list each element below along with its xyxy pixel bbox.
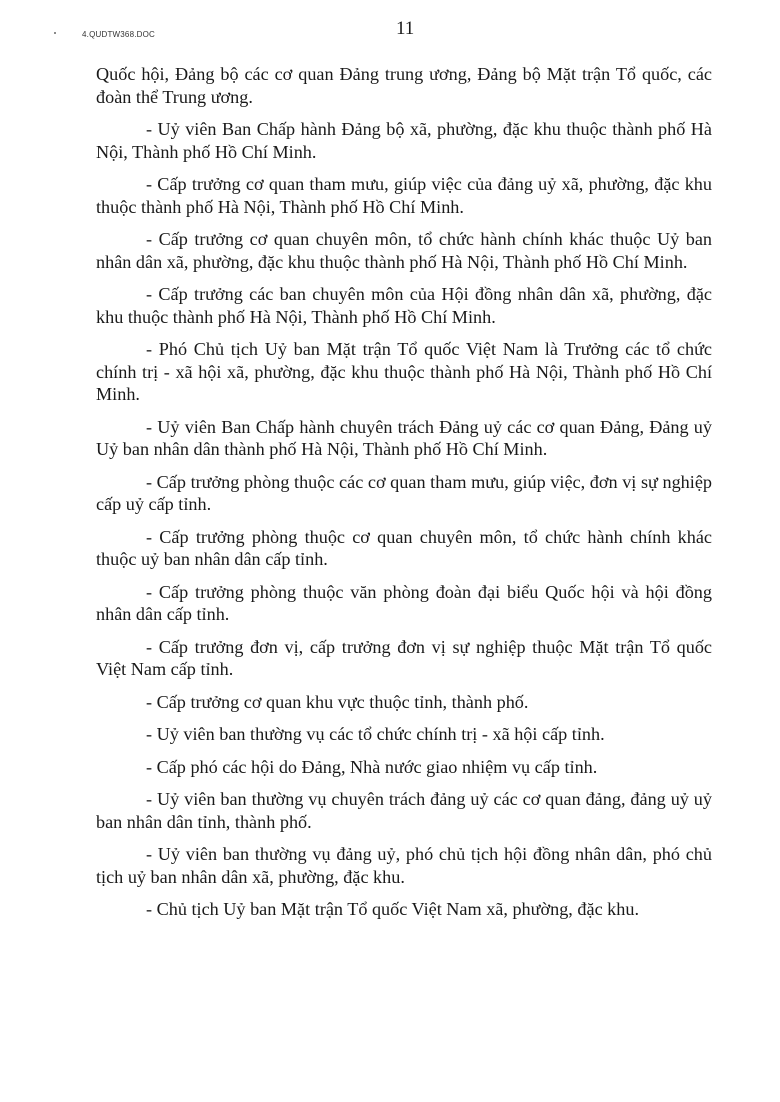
scan-speck [54, 32, 56, 34]
list-item: - Cấp trưởng cơ quan khu vực thuộc tỉnh, thành phố. [146, 691, 529, 712]
list-item: - Cấp phó các hội do Đảng, Nhà nước giao nhiệm vụ cấp tỉnh. [146, 756, 598, 777]
list-item: - Cấp trưởng phòng thuộc văn phòng đoàn đại biểu Quốc hội và hội đồng nhân dân cấp tỉnh. [96, 581, 712, 624]
list-item: - Cấp trưởng cơ quan tham mưu, giúp việc của đảng uỷ xã, phường, đặc khu thuộc thành phố Hà Nội, Thành phố Hồ Chí Minh. [96, 174, 712, 217]
list-item: - Cấp trưởng các ban chuyên môn của Hội đồng nhân dân xã, phường, đặc khu thuộc thành phố Hà Nội, Thành phố Hồ Chí Minh. [96, 284, 712, 327]
list-item: - Uỷ viên Ban Chấp hành Đảng bộ xã, phường, đặc khu thuộc thành phố Hà Nội, Thành phố Hồ Chí Minh. [96, 119, 712, 162]
list-item: - Cấp trưởng phòng thuộc cơ quan chuyên môn, tổ chức hành chính khác thuộc uỷ ban nhân dân cấp tỉnh. [96, 526, 712, 569]
paragraph-continued: Quốc hội, Đảng bộ các cơ quan Đảng trung ương, Đảng bộ Mặt trận Tổ quốc, các đoàn thể Trung ương. [96, 64, 712, 107]
list-item: - Uỷ viên ban thường vụ các tổ chức chính trị - xã hội cấp tỉnh. [146, 724, 605, 744]
list-item: - Uỷ viên Ban Chấp hành chuyên trách Đảng uỷ các cơ quan Đảng, Đảng uỷ Uỷ ban nhân dân thành phố Hà Nội, Thành phố Hồ Chí Minh. [96, 416, 712, 459]
list-item: - Cấp trưởng cơ quan chuyên môn, tổ chức hành chính khác thuộc Uỷ ban nhân dân xã, phường, đặc khu thuộc thành phố Hà Nội, Thành phố Hồ Chí Minh. [96, 229, 712, 272]
list-item: - Uỷ viên ban thường vụ đảng uỷ, phó chủ tịch hội đồng nhân dân, phó chủ tịch uỷ ban nhân dân xã, phường, đặc khu. [96, 844, 712, 887]
list-item: - Uỷ viên ban thường vụ chuyên trách đảng uỷ các cơ quan đảng, đảng uỷ uỷ ban nhân dân tỉnh, thành phố. [96, 789, 712, 832]
page-number: 11 [396, 18, 415, 39]
document-body [96, 63, 712, 931]
list-item: - Cấp trưởng đơn vị, cấp trưởng đơn vị sự nghiệp thuộc Mặt trận Tổ quốc Việt Nam cấp tỉnh. [96, 636, 712, 679]
list-item: - Chủ tịch Uỷ ban Mặt trận Tổ quốc Việt Nam xã, phường, đặc khu. [146, 899, 640, 919]
list-item: - Phó Chủ tịch Uỷ ban Mặt trận Tổ quốc Việt Nam là Trưởng các tổ chức chính trị - xã hội xã, phường, đặc khu thuộc thành phố Hà Nội, Thành phố Hồ Chí Minh. [96, 339, 712, 404]
list-item: - Cấp trưởng phòng thuộc các cơ quan tham mưu, giúp việc, đơn vị sự nghiệp cấp uỷ cấp tỉnh. [96, 471, 712, 514]
document-id: 4.QUDTW368.DOC [82, 30, 156, 39]
